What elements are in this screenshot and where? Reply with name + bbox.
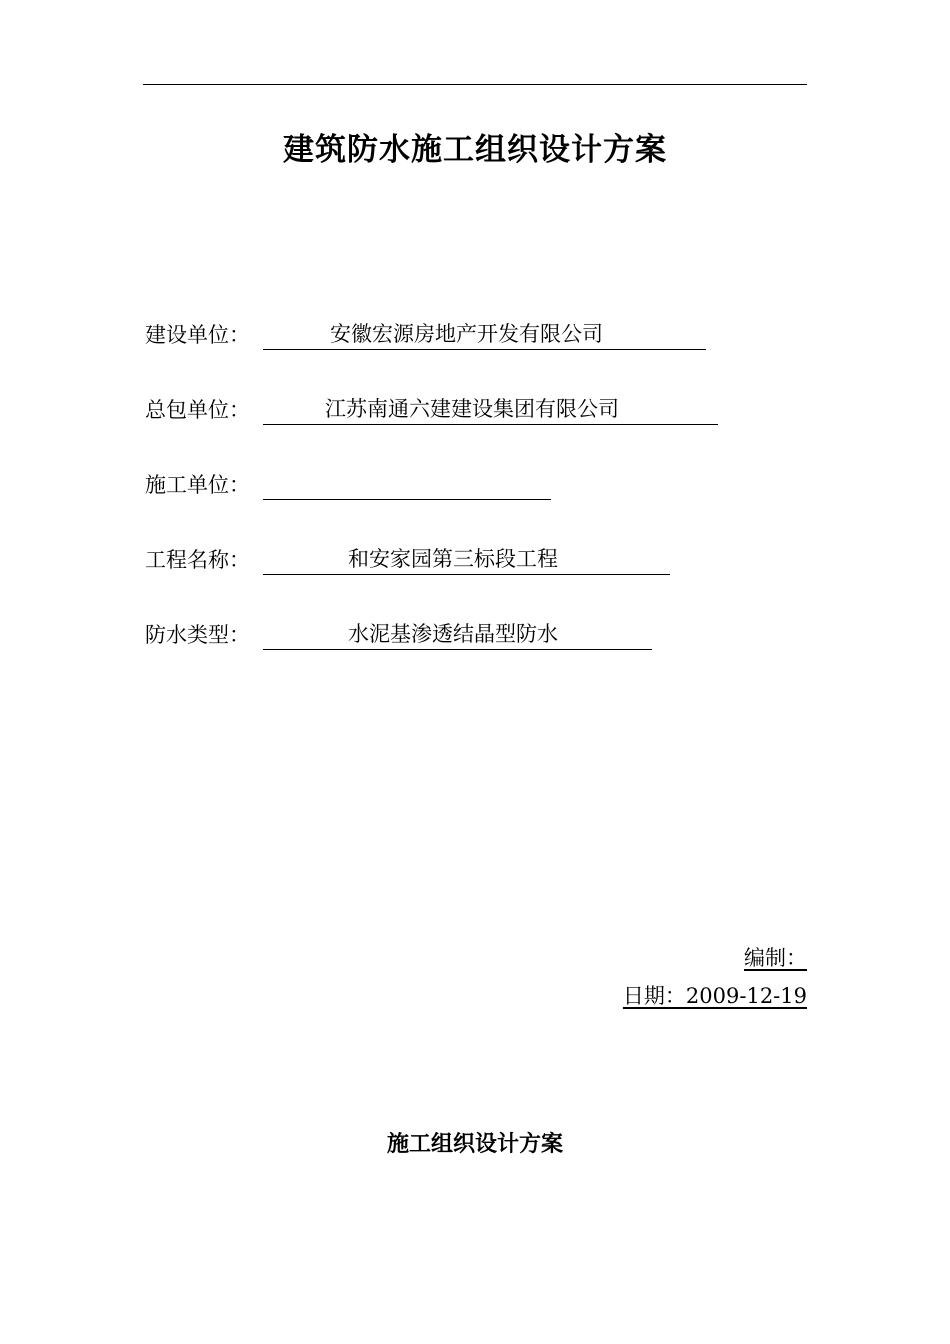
field-value-line (263, 620, 652, 650)
document-title: 建筑防水施工组织设计方案 (283, 132, 667, 168)
field-value-line (263, 320, 706, 350)
field-value-line (263, 470, 551, 500)
field-value-line (263, 545, 670, 575)
compiler-label: 编制： (744, 946, 807, 970)
field-value: 和安家园第三标段工程 (348, 547, 558, 571)
date-label: 日期：2009-12-19 (622, 984, 807, 1008)
field-value: 江苏南通六建建设集团有限公司 (325, 397, 619, 421)
header-rule (143, 84, 807, 85)
section-title: 施工组织设计方案 (386, 1132, 563, 1157)
field-value: 安徽宏源房地产开发有限公司 (330, 322, 603, 346)
field-label: 防水类型： (145, 623, 250, 647)
field-label: 总包单位： (145, 398, 250, 422)
field-label: 施工单位： (145, 473, 250, 497)
field-value: 水泥基渗透结晶型防水 (348, 622, 558, 646)
field-label: 工程名称： (145, 548, 250, 572)
field-value-line (263, 395, 718, 425)
field-label: 建设单位： (145, 323, 250, 347)
